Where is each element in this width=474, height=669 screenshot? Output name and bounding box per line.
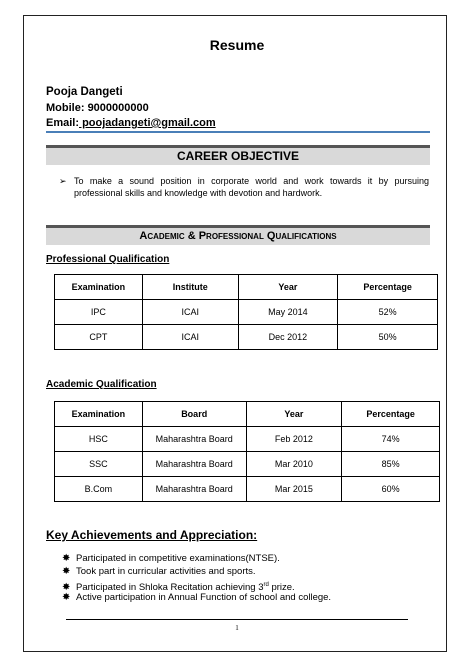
professional-qualification-heading: Professional Qualification [46,254,170,265]
achievement-text: Participated in competitive examinations(NTSE). [76,553,280,564]
academic-qualification-heading: Academic Qualification [46,379,157,390]
column-header: Year [238,275,338,300]
table-cell: May 2014 [238,300,338,325]
asterisk-bullet-icon: ✸ [62,582,71,594]
candidate-name: Pooja Dangeti [46,86,123,98]
document-title: Resume [209,37,265,53]
table-cell: CPT [55,325,143,350]
mobile-line [46,102,149,114]
achievement-text: Active participation in Annual Function of school and college. [76,592,332,603]
table-cell: Maharashtra Board [142,427,246,452]
asterisk-bullet-icon: ✸ [62,566,71,577]
column-header: Examination [55,275,143,300]
table-row [55,325,438,350]
list-item [62,566,256,578]
table-row [55,477,440,502]
column-header: Percentage [338,275,438,300]
email-link[interactable]: poojadangeti@gmail.com [79,117,216,129]
email-label: Email: [46,117,80,129]
table-cell: Mar 2015 [246,477,342,502]
table-cell: ICAI [142,300,238,325]
list-item [62,592,331,604]
table-cell: 50% [338,325,438,350]
table-cell: Maharashtra Board [142,452,246,477]
table-cell: B.Com [55,477,143,502]
table-cell: 60% [342,477,440,502]
career-objective-text: To make a sound position in corporate world and work towards it by pursuing professional skills and knowledge with devotion and hardwork. [74,176,429,198]
table-row [55,427,440,452]
list-item [62,553,280,565]
column-header: Board [142,402,246,427]
asterisk-bullet-icon: ✸ [62,553,71,564]
achievement-text: Participated in Shloka Recitation achieving 3rd prize. [76,582,295,594]
table-cell: 85% [342,452,440,477]
table-cell: ICAI [142,325,238,350]
column-header: Examination [55,402,143,427]
mobile-value: 9000000000 [87,102,149,114]
table-cell: IPC [55,300,143,325]
qualifications-heading-text: Academic & Professional Qualifications [139,230,337,242]
page-number: 1 [235,624,239,632]
table-row [55,300,438,325]
academic-qualification-table [54,401,440,502]
email-line [46,117,216,129]
column-header: Percentage [342,402,440,427]
table-cell: SSC [55,452,143,477]
table-cell: Mar 2010 [246,452,342,477]
column-header: Year [246,402,342,427]
table-cell: Maharashtra Board [142,477,246,502]
achievements-heading: Key Achievements and Appreciation: [46,528,258,542]
table-cell: 74% [342,427,440,452]
mobile-label: Mobile: [46,102,85,114]
header-divider [46,131,430,133]
table-header-row [55,275,438,300]
table-cell: HSC [55,427,143,452]
table-cell: Feb 2012 [246,427,342,452]
footer-divider [66,619,408,620]
table-cell: 52% [338,300,438,325]
table-cell: Dec 2012 [238,325,338,350]
career-objective-heading: CAREER OBJECTIVE [46,145,430,165]
arrow-bullet-icon: ➢ [59,176,67,186]
achievement-text: Took part in curricular activities and sports. [76,566,256,577]
professional-qualification-table [54,274,438,350]
qualifications-heading [46,225,430,245]
table-row [55,452,440,477]
column-header: Institute [142,275,238,300]
asterisk-bullet-icon: ✸ [62,592,71,603]
table-header-row [55,402,440,427]
career-objective-item [59,175,429,199]
